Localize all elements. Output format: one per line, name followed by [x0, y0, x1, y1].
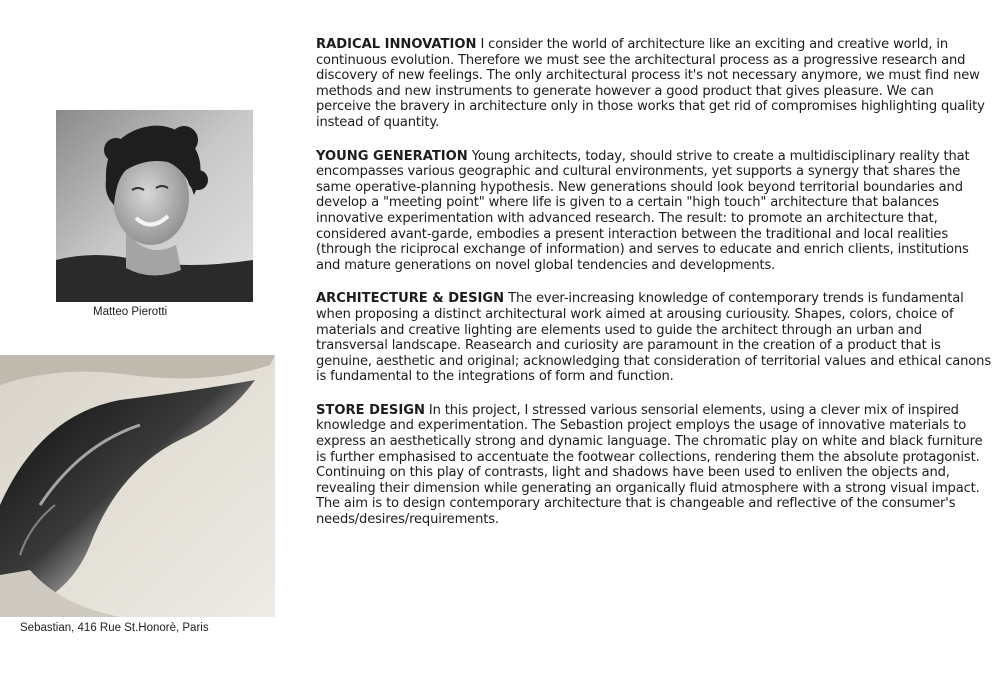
section-store-design: [316, 403, 991, 528]
store-photo: [0, 355, 275, 617]
portrait-caption: Matteo Pierotti: [93, 306, 168, 318]
section-heading: YOUNG GENERATION: [316, 148, 468, 164]
section-heading: STORE DESIGN: [316, 402, 425, 418]
section-heading: RADICAL INNOVATION: [316, 37, 477, 52]
section-body: Young architects, today, should strive to create a multidisciplinary reality that encompasses various geographic and cultural environments, yet supports a synergy that shares the same operative-planning hypothesis. New generations should look beyond territorial boundaries and develop a "meeting point" where life is given to a certain "high touch" architecture that balances innovative experimentation with advanced research. The result: to promote an architecture that, considered avant-garde, embodies a present interaction between the traditional and local realities (through the riciprocal exchange of information) and serves to educate and enrich clients, institutions and mature generations on novel global tendencies and developments.: [316, 148, 970, 273]
text-column: [316, 37, 991, 546]
section-radical-innovation: [316, 37, 991, 131]
section-body: I consider the world of architecture like an exciting and creative world, in continuous evolution. Therefore we must see the architectural process as a progressive research and discovery of new feelings. The only architectural process it's not necessary anymore, we must find new methods and new instruments to generate however a good product that gives pleasure. We can perceive the bravery in architecture only in those works that get rid of compromises highlighting quality instead of quantity.: [316, 37, 985, 130]
section-body: The ever-increasing knowledge of contemporary trends is fundamental when proposing a distinct architectural work aimed at arousing curiousity. Shapes, colors, choice of materials and creative lighting are elements used to guide the architect through an urban and transversal landscape. Reasearch and curiosity are paramount in the creation of a product that is genuine, aesthetic and original; acknowledging that consideration of territorial values and ethical canons is fundamental to the integrations of form and function.: [316, 291, 991, 385]
store-photo-caption: Sebastian, 416 Rue St.Honorè, Paris: [20, 622, 209, 634]
section-young-generation: [316, 149, 991, 274]
portrait-photo: [56, 110, 253, 302]
section-heading: ARCHITECTURE & DESIGN: [316, 291, 505, 307]
section-architecture-design: [316, 291, 991, 385]
section-body: In this project, I stressed various sensorial elements, using a clever mix of inspired knowledge and experimentation. The Sebastion project employs the usage of innovative materials to express an aesthetically strong and dynamic language. The chromatic play on white and black furniture is further emphasised to accentuate the footwear collections, rendering them the absolute protagonist. Continuing on this play of contrasts, light and shadows have been used to enliven the objects and, revealing their dimension while generating an organically fluid atmosphere with a strong visual impact. The aim is to design contemporary architecture that is changeable and reflective of the consumer's needs/desires/requirements.: [316, 402, 983, 528]
